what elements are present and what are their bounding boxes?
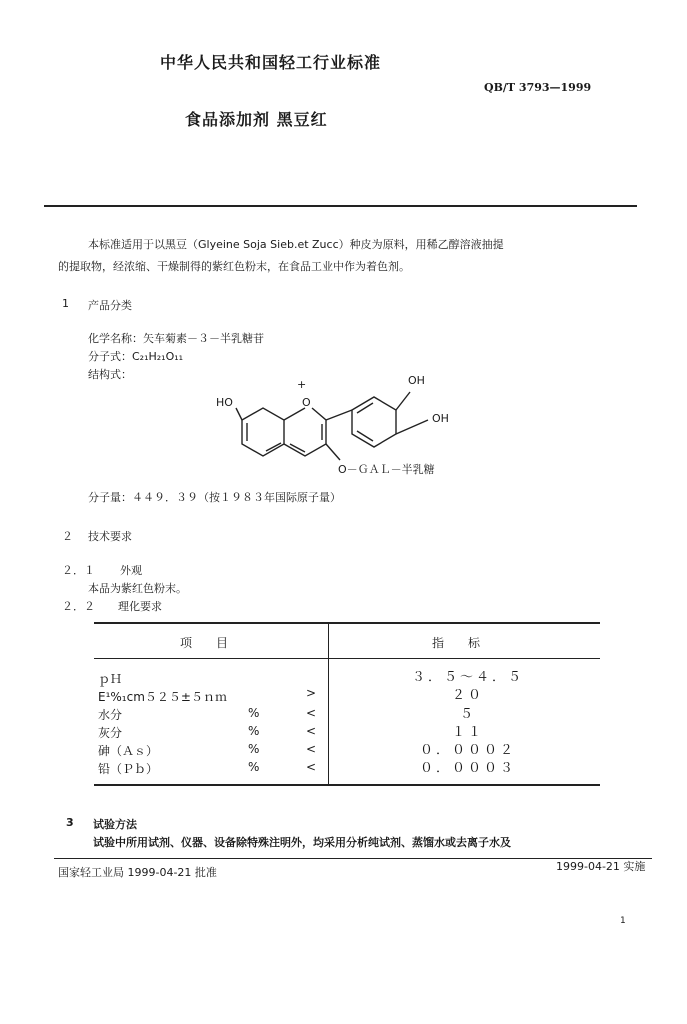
row-value: ５: [459, 707, 476, 722]
row-operator: <: [306, 742, 317, 756]
table-header-item: 项 目: [180, 636, 229, 650]
row-unit: %: [248, 706, 260, 720]
section-1-number: 1: [62, 297, 69, 310]
row-item: 铅（Ｐｂ）: [98, 762, 159, 776]
row-item: 灰分: [98, 726, 123, 740]
structure-label: 结构式：: [88, 368, 132, 381]
section-2-number: ２: [62, 530, 73, 543]
row-unit: %: [248, 724, 260, 738]
row-unit: %: [248, 760, 260, 774]
row-value: ０．０００３: [419, 761, 516, 776]
row-operator: <: [306, 706, 317, 720]
table-column-divider: [328, 623, 329, 785]
row-item: ｐＨ: [98, 672, 123, 686]
implementation-date: 1999-04-21 实施: [556, 860, 646, 873]
row-value: ２０: [451, 688, 484, 703]
chemical-name: 化学名称：矢车菊素－３－半乳糖苷: [88, 332, 264, 345]
table-top-rule: [94, 622, 600, 624]
section-2-2-title: 理化要求: [118, 600, 162, 613]
table-header-rule: [94, 658, 600, 659]
standard-category-title: 中华人民共和国轻工行业标准: [160, 53, 382, 72]
row-operator: <: [306, 760, 317, 774]
standard-code: QB/T 3793—1999: [484, 81, 592, 94]
section-2-title: 技术要求: [88, 530, 132, 543]
hydroxy-label-left: HO: [216, 396, 233, 409]
approval-info: 国家轻工业局 1999-04-21 批准: [58, 866, 217, 879]
row-item: 砷（Ａｓ）: [98, 744, 159, 758]
page-number: 1: [620, 916, 626, 926]
intro-line-1: 本标准适用于以黑豆（Glyeine Soja Sieb.et Zucc）种皮为原料，用稀乙醇溶液抽提: [88, 238, 504, 251]
row-value: １１: [451, 725, 484, 740]
document-title: 食品添加剂 黑豆红: [185, 110, 328, 129]
section-3-text: 试验中所用试剂、仪器、设备除特殊注明外，均采用分析纯试剂、蒸馏水或去离子水及: [93, 836, 511, 849]
appearance-text: 本品为紫红色粉末。: [88, 582, 187, 595]
section-2-1-title: 外观: [120, 564, 142, 577]
section-2-2-number: ２．２: [62, 600, 95, 613]
hydroxy-label-right: OH: [432, 412, 449, 425]
table-header-index: 指 标: [432, 636, 481, 650]
section-3-title: 试验方法: [93, 818, 137, 831]
hydroxy-label-top: OH: [408, 374, 425, 387]
molecular-formula: 分子式：C₂₁H₂₁O₁₁: [88, 350, 184, 363]
row-value: ０．０００２: [419, 743, 516, 758]
section-1-title: 产品分类: [88, 299, 132, 312]
ring-oxygen-label: O: [302, 396, 311, 409]
table-bottom-rule: [94, 784, 600, 786]
intro-line-2: 的提取物，经浓缩、干燥制得的紫红色粉末，在食品工业中作为着色剂。: [58, 260, 410, 273]
molecular-weight: 分子量：４４９．３９（按１９８３年国际原子量）: [88, 491, 341, 504]
row-unit: %: [248, 742, 260, 756]
galactose-label: O－ＧＡＬ－半乳糖: [338, 463, 435, 476]
row-operator: >: [306, 686, 317, 700]
section-2-1-number: ２．１: [62, 564, 95, 577]
positive-charge: +: [297, 378, 307, 391]
row-operator: <: [306, 724, 317, 738]
row-item: 水分: [98, 708, 123, 722]
section-3-number: 3: [66, 816, 74, 829]
row-value: ３．５～４．５: [411, 670, 524, 685]
row-item: E¹%₁cm５２５±５ｎｍ: [98, 690, 227, 704]
